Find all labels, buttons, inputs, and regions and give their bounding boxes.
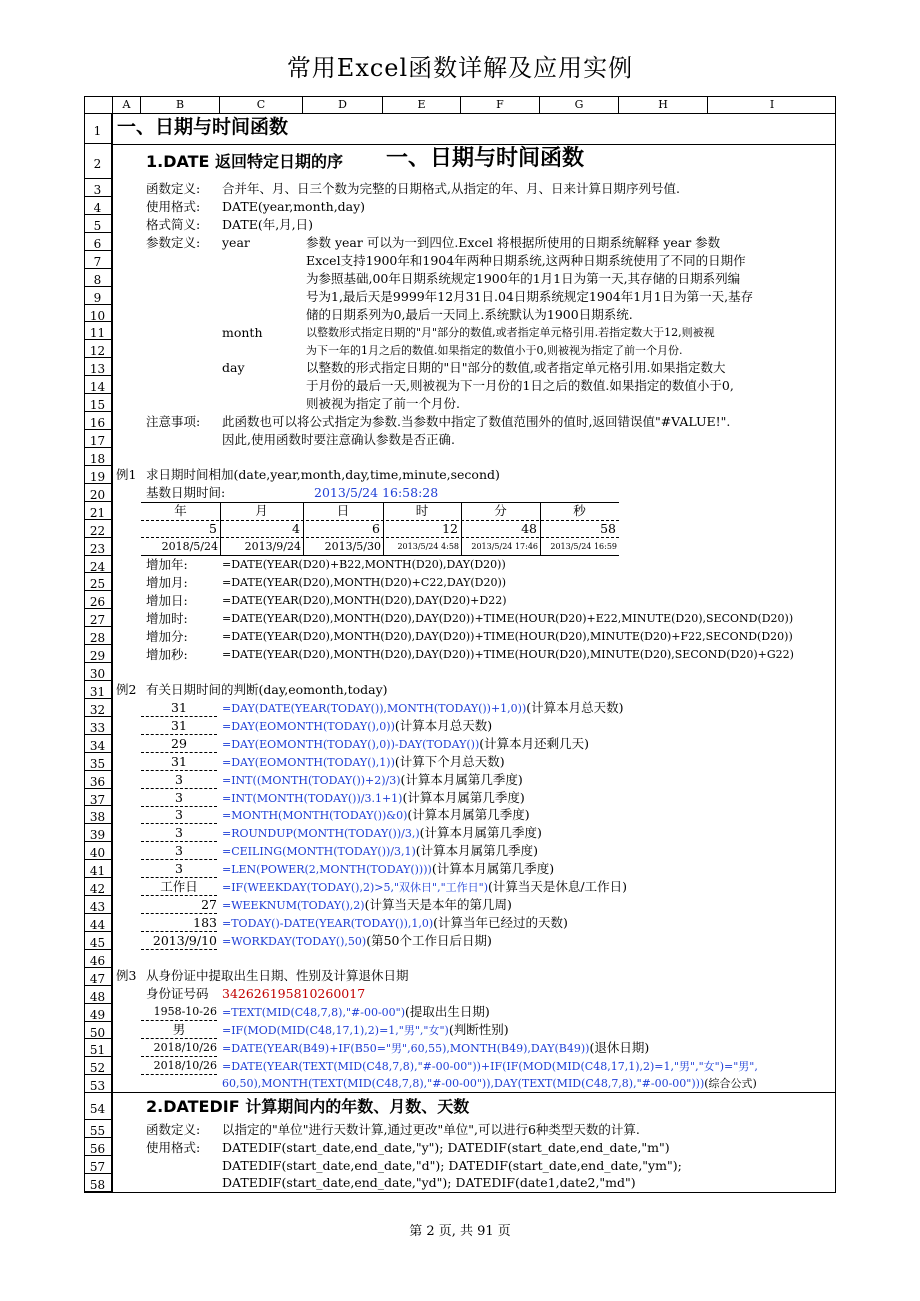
example1-label: 例1	[116, 467, 137, 482]
ex3-formula[interactable]	[222, 1022, 509, 1039]
ex2-result-value[interactable]: 3	[141, 807, 217, 824]
year-line: 储的日期系列为0,最后一天同上.系统默认为1900日期系统.	[306, 307, 633, 322]
row-header[interactable]: 58	[84, 1174, 112, 1192]
col-header-f[interactable]: F	[461, 96, 540, 113]
ex1-formula-label: 增加日:	[146, 593, 188, 608]
row-header[interactable]: 15	[84, 394, 112, 412]
ex2-formula[interactable]	[222, 843, 538, 860]
ex1-formula-label: 增加时:	[146, 611, 188, 626]
ex2-formula-note: (计算本月属第几季度)	[415, 843, 539, 859]
row-header[interactable]: 14	[84, 376, 112, 394]
spreadsheet	[84, 96, 836, 1193]
ex2-result-value[interactable]: 3	[141, 772, 217, 789]
def-text: 合并年、月、日三个数为完整的日期格式,从指定的年、月、日来计算日期序列号值.	[222, 181, 680, 196]
ex2-formula-note: (计算本月总天数)	[394, 717, 493, 733]
row-header[interactable]: 32	[84, 699, 112, 717]
ex2-formula-text: =DAY(EOMONTH(TODAY(),0))	[222, 719, 395, 733]
base-datetime-label: 基数日期时间:	[146, 485, 226, 500]
row-header[interactable]: 25	[84, 573, 112, 591]
ex2-formula-text: =INT((MONTH(TODAY())+2)/3)	[222, 773, 401, 787]
ex3-formula-note: (判断性别)	[448, 1022, 509, 1037]
ex2-formula-note: (计算本月属第几季度)	[419, 825, 542, 841]
row-header[interactable]: 31	[84, 681, 112, 699]
row-header-divider	[112, 96, 113, 1193]
ex1-value-month[interactable]: 4	[292, 521, 300, 536]
ex1-formula-label: 增加年:	[146, 557, 188, 572]
ex1-table-bottom	[141, 555, 619, 556]
ex2-formula-note: (计算本月属第几季度)	[400, 771, 523, 787]
row-header[interactable]: 20	[84, 484, 112, 502]
ex3-formula-cont-note: (综合公式)	[704, 1077, 757, 1090]
ex2-formula-note: (计算本月总天数)	[526, 700, 624, 715]
ex2-formula[interactable]	[222, 754, 505, 771]
ex2-result-value[interactable]: 31	[141, 718, 217, 735]
example3-label: 例3	[116, 968, 137, 983]
year-line: 参数 year 可以为一到四位.Excel 将根据所使用的日期系统解释 year 参数	[306, 235, 721, 250]
ex2-formula[interactable]	[222, 790, 525, 807]
ex1-header-minute: 分	[494, 503, 507, 518]
ex2-result-value[interactable]: 31	[141, 700, 217, 717]
section1-title: 一、日期与时间函数	[117, 116, 289, 138]
ex1-formula-text[interactable]: =DATE(YEAR(D20),MONTH(D20),DAY(D20)+D22)	[222, 594, 507, 607]
col-header-c[interactable]: C	[220, 96, 303, 113]
row-header[interactable]: 13	[84, 358, 112, 376]
col-header-i[interactable]: I	[769, 98, 775, 111]
ex2-formula[interactable]	[222, 700, 624, 717]
row-header[interactable]: 34	[84, 735, 112, 753]
row-header[interactable]: 9	[84, 287, 112, 305]
ex2-formula-text: =INT(MONTH(TODAY())/3.1+1)	[222, 791, 403, 805]
col-header-g[interactable]: G	[540, 96, 619, 113]
ex1-formula-label: 增加秒:	[146, 647, 188, 662]
row-header[interactable]: 41	[84, 860, 112, 878]
ex2-formula-note: (计算本月还剩几天)	[479, 735, 590, 751]
row-header[interactable]: 54	[84, 1093, 112, 1120]
ex1-value-second[interactable]: 58	[600, 521, 616, 536]
ex2-formula-note: (计算本月属第几季度)	[402, 789, 525, 805]
row-header[interactable]: 24	[84, 556, 112, 574]
ex1-formula-text[interactable]: =DATE(YEAR(D20),MONTH(D20),DAY(D20))+TIME(HOUR(D20),MINUTE(D20),SECOND(D20)+G22)	[222, 648, 794, 661]
sheet-bottom-border	[84, 1192, 836, 1193]
ex2-formula-note: (第50个工作日后日期)	[366, 932, 492, 948]
day-line: 于月份的最后一天,则被视为下一月份的1日之后的数值.如果指定的数值小于0,	[306, 378, 734, 393]
page-title: 常用Excel函数详解及应用实例	[286, 54, 634, 82]
col-header-b[interactable]: B	[141, 96, 220, 113]
note-line: 因此,使用函数时要注意确认参数是否正确.	[222, 432, 455, 447]
year-line: 号为1,最后天是9999年12月31日.04日期系统规定1904年1月1日为第一天,基存	[306, 289, 754, 304]
ex2-formula-note: (计算当天是休息/工作日)	[487, 879, 627, 894]
ex2-formula[interactable]	[222, 879, 627, 896]
day-line: 以整数的形式指定日期的"日"部分的数值,或者指定单元格引用.如果指定数大	[306, 360, 726, 375]
year-param-label: year	[222, 235, 250, 250]
ex3-formula-text: =TEXT(MID(C48,7,8),"#-00-00")	[222, 1006, 406, 1019]
row-header[interactable]: 1	[84, 113, 112, 144]
row-header[interactable]: 30	[84, 663, 112, 681]
datedif-def-label: 函数定义:	[146, 1122, 201, 1137]
ex2-formula-text: =DAY(EOMONTH(TODAY(),1))	[222, 755, 395, 769]
ex2-result-value[interactable]: 2013/9/10	[141, 933, 217, 950]
ex2-result-value[interactable]: 31	[141, 754, 217, 771]
datedif-usage-label: 使用格式:	[146, 1140, 201, 1155]
row-header[interactable]: 2	[84, 144, 112, 179]
section2-title: 2.DATEDIF 计算期间内的年数、月数、天数	[146, 1097, 470, 1116]
row-header[interactable]: 52	[84, 1057, 112, 1075]
ex2-result-value[interactable]: 3	[141, 790, 217, 807]
ex2-formula[interactable]	[222, 807, 530, 824]
ex1-value-minute[interactable]: 48	[521, 521, 537, 536]
row-header[interactable]: 40	[84, 842, 112, 860]
param-label: 参数定义:	[146, 235, 201, 250]
ex1-result-minute[interactable]: 2013/5/24 17:46	[471, 542, 538, 551]
ex3-formula-note: (退休日期)	[589, 1040, 650, 1055]
ex2-formula-text: =ROUNDUP(MONTH(TODAY())/3,)	[222, 827, 420, 841]
ex3-result-value[interactable]: 2018/10/26	[141, 1040, 217, 1057]
row-header[interactable]: 8	[84, 269, 112, 287]
example1-title: 求日期时间相加(date,year,month,day,time,minute,second)	[146, 467, 500, 482]
ex2-result-value[interactable]: 3	[141, 825, 217, 842]
row-header[interactable]: 26	[84, 591, 112, 609]
section1-subtitle-overlap: 一、日期与时间函数	[386, 145, 585, 171]
row-header[interactable]: 18	[84, 448, 112, 466]
row-header[interactable]: 16	[84, 412, 112, 430]
id-number-value[interactable]: 342626195810260017	[222, 986, 366, 1001]
ex2-formula-note: (计算当年已经过的天数)	[433, 914, 568, 930]
ex1-value-hour[interactable]: 12	[442, 521, 458, 536]
row-header[interactable]: 35	[84, 753, 112, 771]
row-header[interactable]: 4	[84, 197, 112, 215]
ex2-formula-note: (计算本月属第几季度)	[407, 807, 530, 823]
column-header-bottom	[84, 113, 836, 114]
col-header-h[interactable]: H	[619, 96, 708, 113]
year-line: Excel支持1900年和1904年两种日期系统,这两种日期系统使用了不同的日期作	[306, 253, 746, 268]
ex1-header-second: 秒	[573, 503, 586, 518]
ex3-formula-note: (提取出生日期)	[405, 1004, 490, 1019]
ex2-result-value[interactable]: 3	[141, 861, 217, 878]
ex2-formula[interactable]	[222, 772, 523, 789]
row-header[interactable]: 45	[84, 932, 112, 950]
ex1-formula-text[interactable]: =DATE(YEAR(D20),MONTH(D20),DAY(D20))+TIME(HOUR(D20),MINUTE(D20)+F22,SECOND(D20))	[222, 630, 793, 643]
row-header[interactable]: 57	[84, 1156, 112, 1174]
corner-cell	[84, 96, 113, 113]
ex2-result-value[interactable]: 183	[141, 915, 217, 932]
ex2-formula-text: =LEN(POWER(2,MONTH(TODAY())))	[222, 863, 432, 877]
row-header[interactable]: 56	[84, 1138, 112, 1156]
ex1-result-day[interactable]: 2013/5/30	[324, 540, 381, 553]
ex2-formula-text: =TODAY()-DATE(YEAR(TODAY()),1,0)	[222, 916, 434, 930]
ex1-formula-label: 增加月:	[146, 575, 188, 590]
row-header[interactable]: 5	[84, 215, 112, 233]
ex2-formula[interactable]	[222, 736, 589, 753]
row-header[interactable]: 37	[84, 789, 112, 807]
datedif-usage-line: DATEDIF(start_date,end_date,"d"); DATEDIF(start_date,end_date,"ym");	[222, 1158, 682, 1173]
ex1-header-year: 年	[174, 503, 187, 518]
row-header[interactable]: 3	[84, 179, 112, 197]
row-header[interactable]: 17	[84, 430, 112, 448]
ex3-result-value[interactable]: 男	[141, 1022, 217, 1039]
datedif-def-text: 以指定的"单位"进行天数计算,通过更改"单位",可以进行6种类型天数的计算.	[222, 1122, 640, 1137]
ex3-formula[interactable]	[222, 1040, 649, 1057]
ex1-value-year[interactable]: 5	[209, 521, 217, 536]
month-param-label: month	[222, 325, 263, 340]
ex2-formula[interactable]	[222, 897, 512, 914]
day-line: 则被视为指定了前一个月份.	[306, 396, 460, 411]
ex1-result-year[interactable]: 2018/5/24	[161, 540, 218, 553]
note-line: 此函数也可以将公式指定为参数.当参数中指定了数值范围外的值时,返回错误值"#VALUE!".	[222, 414, 731, 429]
ex2-formula-text: =MONTH(MONTH(TODAY())&0)	[222, 809, 408, 823]
ex2-formula[interactable]	[222, 718, 492, 735]
row-header[interactable]: 48	[84, 986, 112, 1004]
year-line: 为参照基础,00年日期系统规定1900年的1月1日为第一天,其存储的日期系列编	[306, 271, 741, 286]
row-header[interactable]: 22	[84, 520, 112, 538]
section2-divider	[113, 1092, 836, 1093]
sheet-right-border	[835, 96, 836, 1193]
short-label: 格式简义:	[146, 217, 201, 232]
ex2-formula-text: =DAY(EOMONTH(TODAY(),0))-DAY(TODAY())	[222, 737, 480, 751]
ex1-header-hour: 时	[415, 503, 429, 518]
note-label: 注意事项:	[146, 414, 201, 429]
ex3-result-value[interactable]: 1958-10-26	[141, 1004, 217, 1021]
row-header[interactable]: 10	[84, 305, 112, 323]
row-header[interactable]: 43	[84, 896, 112, 914]
example2-title: 有关日期时间的判断(day,eomonth,today)	[146, 682, 388, 697]
row-header[interactable]: 28	[84, 627, 112, 645]
ex1-formula-text[interactable]: =DATE(YEAR(D20),MONTH(D20)+C22,DAY(D20))	[222, 576, 507, 589]
ex1-result-month[interactable]: 2013/9/24	[244, 540, 301, 553]
ex1-header-day: 日	[336, 503, 350, 518]
ex1-header-month: 月	[255, 503, 268, 518]
ex1-result-hour[interactable]: 2013/5/24 4:58	[397, 542, 459, 551]
ex3-formula-text: =DATE(YEAR(B49)+IF(B50="男",60,55),MONTH(B49),DAY(B49))	[222, 1042, 590, 1055]
usage-text: DATE(year,month,day)	[222, 199, 366, 214]
id-number-label: 身份证号码	[146, 986, 209, 1001]
row-header[interactable]: 39	[84, 824, 112, 842]
ex3-formula-text: =IF(MOD(MID(C48,17,1),2)=1,"男","女")	[222, 1024, 449, 1037]
row-header[interactable]: 19	[84, 466, 112, 484]
month-line: 为下一年的1月之后的数值.如果指定的数值小于0,则被视为指定了前一个月份.	[306, 344, 683, 357]
row-header[interactable]: 23	[84, 538, 112, 556]
row-header[interactable]: 29	[84, 645, 112, 663]
ex1-result-second[interactable]: 2013/5/24 16:59	[550, 542, 617, 551]
usage-label: 使用格式:	[146, 199, 201, 214]
ex2-formula[interactable]	[222, 933, 492, 950]
row-header[interactable]: 51	[84, 1039, 112, 1057]
ex2-formula[interactable]	[222, 915, 568, 932]
example2-label: 例2	[116, 682, 137, 697]
row-header[interactable]: 36	[84, 771, 112, 789]
ex2-result-value[interactable]: 3	[141, 843, 217, 860]
base-datetime-value[interactable]: 2013/5/24 16:58:28	[314, 485, 439, 500]
col-header-a[interactable]: A	[113, 96, 141, 113]
ex3-formula[interactable]	[222, 1004, 490, 1021]
ex2-formula-text: =IF(WEEKDAY(TODAY(),2)>5,"双休日","工作日")	[222, 881, 488, 894]
ex2-formula-text: =CEILING(MONTH(TODAY())/3,1)	[222, 845, 416, 859]
example3-title: 从身份证中提取出生日期、性别及计算退休日期	[146, 968, 409, 983]
row-header[interactable]: 44	[84, 914, 112, 932]
short-text: DATE(年,月,日)	[222, 217, 314, 232]
row-header[interactable]: 27	[84, 609, 112, 627]
ex2-result-value[interactable]: 27	[141, 897, 217, 914]
row-header[interactable]: 6	[84, 233, 112, 251]
datedif-usage-line: DATEDIF(start_date,end_date,"yd"); DATEDIF(date1,date2,"md")	[222, 1175, 636, 1190]
row-header[interactable]: 42	[84, 878, 112, 896]
ex2-result-value[interactable]: 工作日	[141, 879, 217, 896]
row-header[interactable]: 47	[84, 968, 112, 986]
ex2-result-value[interactable]: 29	[141, 736, 217, 753]
ex2-formula-note: (计算本月属第几季度)	[431, 861, 555, 877]
col-header-e[interactable]: E	[383, 96, 461, 113]
ex2-formula-note: (计算下个月总天数)	[394, 753, 505, 769]
month-line: 以整数形式指定日期的"月"部分的数值,或者指定单元格引用.若指定数大于12,则被视	[306, 326, 715, 339]
page-footer: 第 2 页, 共 91 页	[409, 1224, 511, 1239]
ex1-formula-text[interactable]: =DATE(YEAR(D20)+B22,MONTH(D20),DAY(D20))	[222, 558, 506, 571]
row-header[interactable]: 55	[84, 1120, 112, 1138]
ex3-formula-cont-text: 60,50),MONTH(TEXT(MID(C48,7,8),"#-00-00")),DAY(TEXT(MID(C48,7,8),"#-00-00")))	[222, 1077, 705, 1090]
row-header[interactable]: 11	[84, 322, 112, 340]
datedif-usage-line: DATEDIF(start_date,end_date,"y"); DATEDIF(start_date,end_date,"m")	[222, 1140, 670, 1155]
ex2-formula[interactable]	[222, 861, 554, 878]
day-param-label: day	[222, 360, 245, 375]
ex1-formula-text[interactable]: =DATE(YEAR(D20),MONTH(D20),DAY(D20))+TIME(HOUR(D20)+E22,MINUTE(D20),SECOND(D20))	[222, 612, 794, 625]
ex1-formula-label: 增加分:	[146, 629, 188, 644]
row-header[interactable]: 49	[84, 1004, 112, 1022]
row-header[interactable]: 38	[84, 806, 112, 824]
ex2-formula[interactable]	[222, 825, 542, 842]
ex3-formula[interactable]	[222, 1058, 834, 1075]
row-header[interactable]: 21	[84, 502, 112, 520]
def-label: 函数定义:	[146, 181, 201, 196]
row-header[interactable]: 12	[84, 340, 112, 358]
row-header[interactable]: 53	[84, 1075, 112, 1093]
row-header[interactable]: 46	[84, 950, 112, 968]
ex2-formula-note: (计算当天是本年的第几周)	[364, 896, 512, 912]
ex2-formula-text: =DAY(DATE(YEAR(TODAY()),MONTH(TODAY())+1,0))	[222, 702, 527, 715]
col-header-d[interactable]: D	[303, 96, 383, 113]
row-header[interactable]: 50	[84, 1022, 112, 1040]
section1-subtitle: 1.DATE 返回特定日期的序	[146, 152, 344, 171]
ex3-result-value[interactable]: 2018/10/26	[141, 1058, 217, 1075]
row-header[interactable]: 7	[84, 251, 112, 269]
ex3-formula-continuation[interactable]	[222, 1076, 757, 1092]
ex3-formula-text: =DATE(YEAR(TEXT(MID(C48,7,8),"#-00-00"))+IF(IF(MOD(MID(C48,17,1),2)=1,"男","女")="男",	[222, 1060, 758, 1073]
ex2-formula-text: =WORKDAY(TODAY(),50)	[222, 934, 367, 948]
ex2-formula-text: =WEEKNUM(TODAY(),2)	[222, 898, 365, 912]
ex1-value-day[interactable]: 6	[372, 521, 380, 536]
row-header[interactable]: 33	[84, 717, 112, 735]
